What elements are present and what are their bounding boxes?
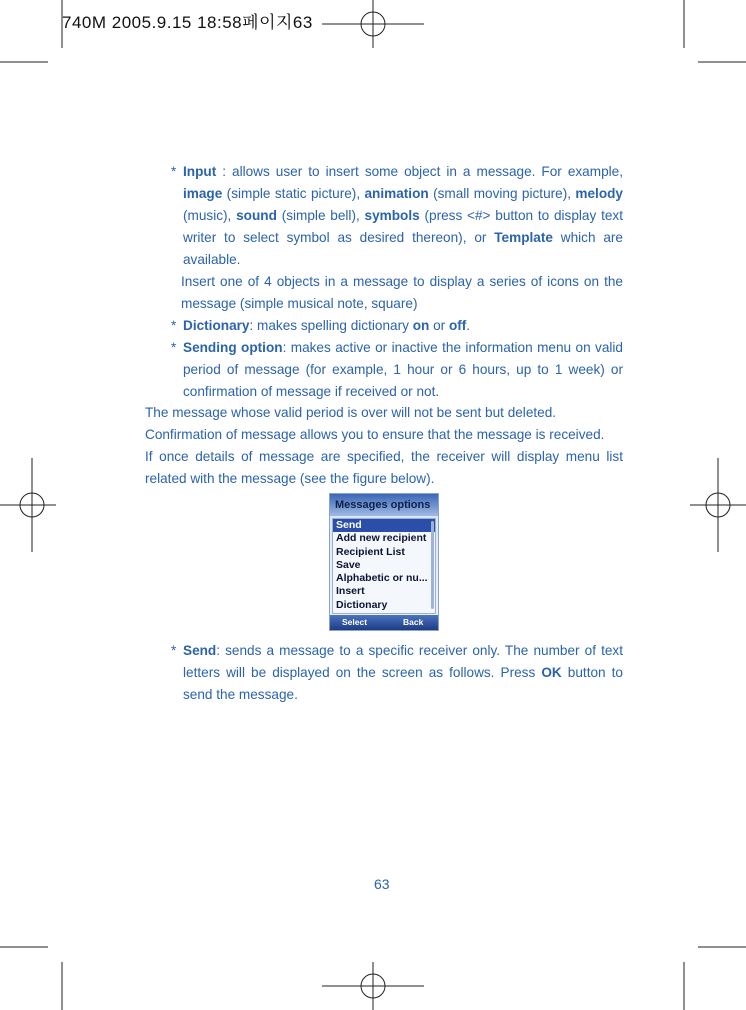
term-symbols: symbols (364, 208, 420, 223)
menu-item-dictionary[interactable]: Dictionary (336, 598, 388, 611)
body-line: The message whose valid period is over will not be sent but deleted. (145, 405, 557, 420)
print-header: 740M 2005.9.15 18:58페이지63 (62, 13, 313, 32)
term-dictionary: Dictionary (183, 318, 250, 333)
sending-option-description: Sending option: makes active or inactive the information menu on valid period of message (for example, 1 hour or 6 hours, up to 1 week) or confirmation of message if received or not. (183, 340, 623, 399)
term-sound: sound (236, 208, 277, 223)
menu-item-save[interactable]: Save (336, 558, 361, 571)
body-line: If once details of message are specified, the receiver will display menu list related with the message (see the figure below). (145, 449, 623, 486)
menu-item-add-new-recipient[interactable]: Add new recipient (336, 532, 427, 545)
menu-scrollbar[interactable] (431, 521, 434, 609)
term-input: Input (183, 164, 217, 179)
term-send: Send (183, 643, 217, 658)
send-description: Send: sends a message to a specific receiver only. The number of text letters will be displayed on the screen as follows. Press OK button to send the message. (183, 643, 623, 702)
term-template: Template (494, 230, 553, 245)
bullet-marker: * (171, 643, 177, 658)
screenshot-title: Messages options (330, 494, 438, 516)
screenshot-menu (332, 518, 436, 614)
term-off: off (448, 318, 467, 333)
menu-item-insert[interactable]: Insert (336, 585, 365, 598)
bullet-marker: * (171, 318, 177, 333)
term-image: image (183, 186, 223, 201)
body-line: Confirmation of message allows you to ensure that the message is received. (145, 427, 605, 442)
dictionary-description: Dictionary: makes spelling dictionary on or off. (183, 318, 471, 333)
term-sending-option: Sending option (183, 340, 283, 355)
phone-screenshot (329, 493, 439, 631)
term-on: on (412, 318, 430, 333)
softkey-bar (330, 615, 438, 630)
term-animation: animation (364, 186, 429, 201)
bullet-marker: * (171, 340, 177, 355)
select-softkey[interactable]: Select (342, 617, 368, 627)
input-note: Insert one of 4 objects in a message to display a series of icons on the message (simple musical note, square) (181, 274, 623, 311)
term-ok: OK (541, 665, 562, 680)
menu-item-recipient-list[interactable]: Recipient List (336, 545, 405, 558)
menu-item-alphabetic[interactable]: Alphabetic or nu... (336, 572, 428, 585)
bullet-marker: * (171, 164, 177, 179)
menu-item-send[interactable]: Send (333, 519, 435, 532)
input-description: Input : allows user to insert some object in a message. For example, image (simple static picture), animation (small moving picture), melody (music), sound (simple bell), symbols (press <#> button to display text writer to select symbol as desired thereon), or Template which are available. (183, 164, 623, 267)
page-number: 63 (374, 876, 390, 892)
term-melody: melody (575, 186, 623, 201)
back-softkey[interactable]: Back (403, 617, 424, 627)
